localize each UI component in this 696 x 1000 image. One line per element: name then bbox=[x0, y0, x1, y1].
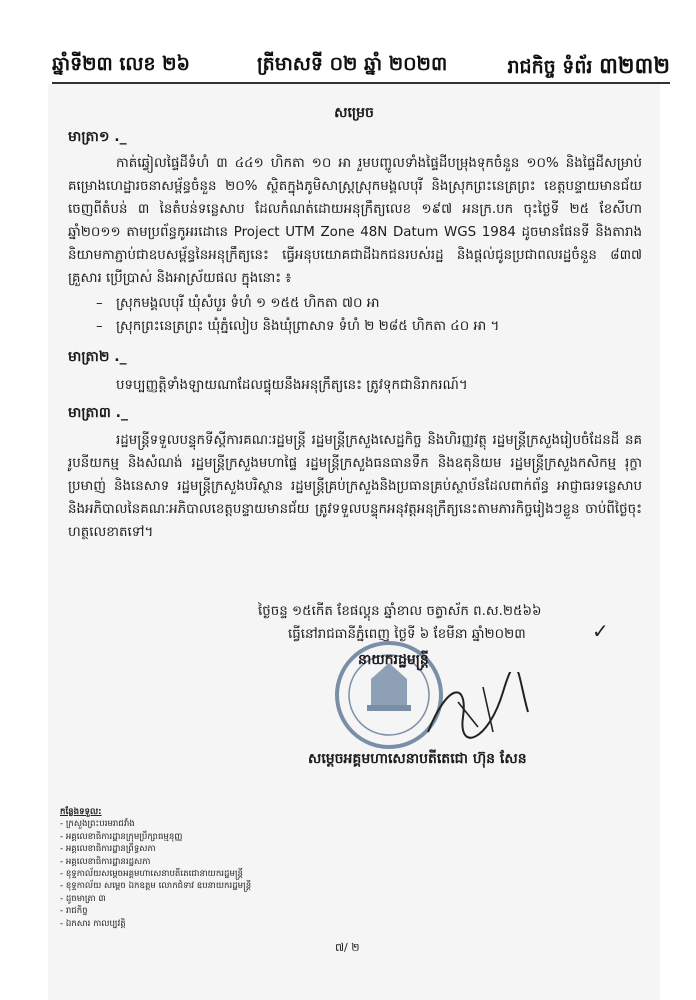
recipient-item: - ឯកសារ កាលប្បវត្តិ bbox=[60, 918, 126, 929]
page-number: ៧/ ២ bbox=[335, 941, 360, 954]
article-1-bullet-2: – ស្រុកព្រះនេត្រព្រះ ឃុំភ្នំលៀប និងឃុំព្រាសាទ ទំហំ ២ ២៨៥ ហិកតា ៤០ អា ។ bbox=[116, 315, 636, 338]
recipients-heading: កន្លែងទទួល: bbox=[60, 807, 102, 817]
article-2-heading: មាត្រា២ ._ bbox=[68, 349, 127, 365]
recipient-item: - អគ្គលេខាធិការដ្ឋានព្រឹទ្ធសភា bbox=[60, 844, 156, 855]
gazette-page bbox=[507, 52, 670, 84]
signature-place-date: ធ្វើនៅរាជធានីភ្នំពេញ ថ្ងៃទី ៦ ខែមីនា ឆ្នាំ២០២៣ bbox=[288, 627, 526, 642]
article-1-paragraph: កាត់ឆ្វៀលផ្ទៃដីទំហំ ៣ ៤៤១ ហិកតា ១០ អា រួមបញ្ចូលទាំងផ្ទៃដីបម្រុងទុកចំនួន ១០% និងផ្ទៃដីសម្រាប់គម្រោងហេដ្ឋារចនាសម្ព័ន្ធចំនួន ២០% ស្ថិតក្នុងភូមិសាស្ត្រស្រុកមង្គលបុរី និងស្រុកព្រះនេត្រព្រះ ខេត្តបន្ទាយមានជ័យ ចេញពីតំបន់ ៣ នៃតំបន់ទន្លេសាប ដែលកំណត់ដោយអនុក្រឹត្យលេខ ១៩៧ អនក្រ.បក ចុះថ្ងៃទី ២៥ ខែសីហា ឆ្នាំ២០១១ តាមប្រព័ន្ធកូអរដោនេ Project UTM Zone 48N Datum WGS 1984 ដូចមានផែនទី និងតារាងនិយាមកាភ្ជាប់ជាឧបសម្ព័ន្ធនៃអនុក្រឹត្យនេះ ធ្វើអនុបយោគជាដីឯកជនរបស់រដ្ឋ និងផ្តល់ជូនប្រជាពលរដ្ឋចំនួន ៨៣៧ គ្រួសារ ប្រើប្រាស់ និងអាស្រ័យផល ក្នុងនោះ ៖ bbox=[68, 156, 642, 286]
signatory-title: នាយករដ្ឋមន្ត្រី bbox=[358, 652, 429, 668]
handwritten-signature-icon bbox=[408, 672, 548, 752]
recipient-item: - ក្រសួងព្រះបរមរាជវាំង bbox=[60, 819, 135, 830]
recipient-item: - ខុទ្ទកាល័យ សម្តេច ឯកឧត្តម លោកជំទាវ ឧបនាយករដ្ឋមន្ត្រី bbox=[60, 881, 252, 892]
recipient-item: - អគ្គលេខាធិការដ្ឋានរដ្ឋសភា bbox=[60, 856, 151, 867]
quarter-year: ត្រីមាសទី ០២ ឆ្នាំ ២០២៣ bbox=[257, 53, 448, 75]
article-3-heading: មាត្រា៣ ._ bbox=[68, 405, 128, 421]
recipients-list bbox=[60, 806, 360, 930]
article-2-paragraph: បទប្បញ្ញត្តិទាំងឡាយណាដែលផ្ទុយនឹងអនុក្រឹត្យនេះ ត្រូវទុកជានិរាករណ៍។ bbox=[116, 378, 468, 393]
signatory-name: សម្តេចអគ្គមហាសេនាបតីតេជោ ហ៊ុន សែន bbox=[308, 751, 527, 767]
document-title: សម្រេច bbox=[334, 105, 374, 121]
gazette-header bbox=[52, 52, 670, 82]
recipient-item: - អគ្គលេខាធិការដ្ឋានក្រុមប្រឹក្សាធម្មនុញ្ញ bbox=[60, 831, 183, 842]
article-1-bullet-1: – ស្រុកមង្គលបុរី ឃុំសំបួរ ទំហំ ១ ១៥៥ ហិកតា ៧០ អា bbox=[116, 292, 636, 315]
gazette-page-number: ៣២៣២ bbox=[599, 54, 670, 79]
signature-date-lunar: ថ្ងៃចន្ទ ១៥កើត ខែផល្គុន ឆ្នាំខាល ចត្វាស័ក ព.ស.២៥៦៦ bbox=[258, 604, 542, 619]
recipient-item: - ដូចមាត្រា ៣ bbox=[60, 893, 106, 904]
article-3-paragraph: រដ្ឋមន្ត្រីទទួលបន្ទុកទីស្តីការគណៈរដ្ឋមន្ត្រី រដ្ឋមន្ត្រីក្រសួងសេដ្ឋកិច្ច និងហិរញ្ញវត្ថុ រដ្ឋមន្ត្រីក្រសួងរៀបចំដែនដី នគរូបនីយកម្ម និងសំណង់ រដ្ឋមន្ត្រីក្រសួងមហាផ្ទៃ រដ្ឋមន្ត្រីក្រសួងធនធានទឹក និងឧតុនិយម រដ្ឋមន្ត្រីក្រសួងកសិកម្ម រុក្ខាប្រមាញ់ និងនេសាទ រដ្ឋមន្ត្រីក្រសួងបរិស្ថាន រដ្ឋមន្ត្រីគ្រប់ក្រសួងនិងប្រធានគ្រប់ស្ថាប័នដែលពាក់ព័ន្ធ អាជ្ញាធរទន្លេសាប និងអភិបាលនៃគណៈអភិបាលខេត្តបន្ទាយមានជ័យ ត្រូវទទួលបន្ទុកអនុវត្តអនុក្រឹត្យនេះតាមភារកិច្ចរៀងៗខ្លួន ចាប់ពីថ្ងៃចុះហត្ថលេខាតទៅ។ bbox=[68, 433, 642, 540]
recipient-item: - ខុទ្ទកាល័យសម្តេចអគ្គមហាសេនាបតីតេជោនាយករដ្ឋមន្ត្រី bbox=[60, 869, 243, 880]
article-1-heading: មាត្រា១ ._ bbox=[68, 129, 127, 145]
document-body bbox=[48, 84, 660, 1000]
issue-number: ឆ្នាំទី២៣ លេខ ២៦ bbox=[52, 53, 191, 75]
recipient-item: - រាជកិច្ច bbox=[60, 906, 88, 917]
gazette-page-label: រាជកិច្ច ទំព័រ bbox=[507, 56, 593, 78]
checkmark-icon: ✓ bbox=[592, 619, 609, 643]
